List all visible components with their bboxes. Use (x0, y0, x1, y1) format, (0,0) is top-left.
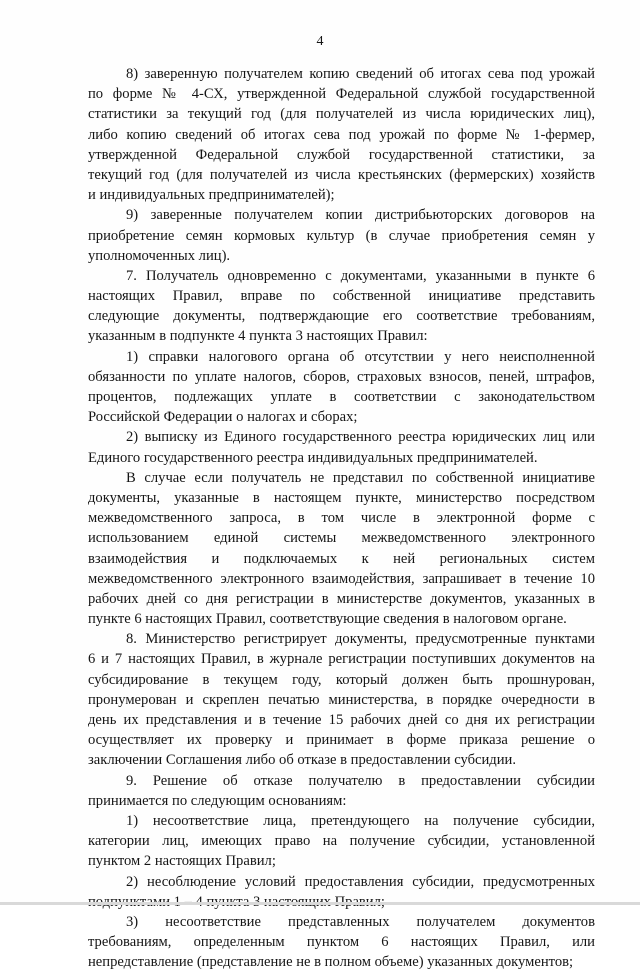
paragraph (88, 872, 595, 912)
text-line: категории лиц, имеющих право на получение субсидии, установленной (88, 833, 595, 850)
text-line: 8) заверенную получателем копию сведений об итогах сева под урожай (126, 66, 595, 82)
text-line: В случае если получатель не представил по собственной инициативе (126, 469, 595, 486)
text-line: 9) заверенные получателем копии дистрибьюторских договоров на (126, 207, 595, 224)
text-line: пронумерован и скреплен печатью министерства, в порядке очередности в (88, 691, 595, 708)
text-line: требованиям, определенным пунктом 6 настоящих Правил, или (88, 934, 595, 951)
paragraph (88, 771, 595, 811)
text-line: по форме № 4-СХ, утвержденной Федеральной службой государственной (88, 86, 595, 103)
text-line: и индивидуальных предпринимателей); (88, 187, 335, 204)
text-line: процентов, подлежащих уплате в соответствии с законодательством (88, 389, 595, 405)
text-line: следующие документы, подтверждающие его соответствие требованиям, (88, 308, 595, 325)
text-line: 2) несоблюдение условий предоставления субсидии, предусмотренных (126, 873, 595, 890)
text-line: утвержденной Федеральной службой государственной статистики, за (88, 146, 595, 163)
page-number: 4 (316, 34, 324, 49)
paragraph (88, 468, 595, 630)
text-line: Единого государственного реестра индивидуальных предпринимателей. (88, 449, 538, 466)
text-line: 3) несоответствие представленных получателем документов (126, 913, 595, 930)
paragraph (88, 266, 595, 347)
text-line: 2) выписку из Единого государственного реестра юридических лиц или (126, 429, 595, 446)
text-line: 6 и 7 настоящих Правил, в журнале регистрации поступивших документов на (88, 651, 595, 668)
text-line: уполномоченных лиц). (88, 247, 231, 264)
text-line: либо копию сведений об итогах сева под урожай по форме № 1-фермер, (88, 126, 595, 143)
text-line: текущий год (для получателей из числа крестьянских (фермерских) хозяйств (88, 166, 595, 183)
paragraph (88, 347, 595, 428)
paragraph (88, 427, 595, 467)
paragraph (88, 811, 595, 872)
paragraph (88, 205, 595, 266)
paragraph (88, 912, 595, 972)
text-line: указанным в подпункте 4 пункта 3 настоящих Правил: (88, 328, 428, 345)
text-line: документы, указанные в настоящем пункте, министерство посредством (88, 489, 595, 506)
text-line: осуществляет их проверку и принимает в форме приказа решение о (88, 732, 595, 749)
text-line: межведомственного электронного взаимодействия, запрашивает в течение 10 (88, 570, 595, 587)
text-line: взаимодействия и подключаемых к ней региональных систем (88, 550, 595, 567)
text-line: пунктом 2 настоящих Правил; (88, 853, 276, 870)
text-line: 9. Решение об отказе получателю в предоставлении субсидии (126, 772, 595, 789)
paragraph (88, 64, 595, 205)
text-line: 8. Министерство регистрирует документы, предусмотренные пунктами (126, 631, 595, 648)
paragraph (88, 629, 595, 770)
text-line: принимается по следующим основаниям: (88, 792, 347, 809)
text-line: день их представления и в течение 15 рабочих дней со дня их регистрации (88, 712, 595, 728)
text-line: 1) справки налогового органа об отсутствии у него неисполненной (126, 348, 595, 365)
text-line: статистики за текущий год (для получателей из числа юридических лиц), (88, 106, 595, 123)
text-line: заключении Соглашения либо об отказе в предоставлении субсидии. (88, 752, 516, 769)
text-line: 7. Получатель одновременно с документами, указанными в пункте 6 (126, 267, 595, 284)
text-line: рабочих дней со дня регистрации в министерстве документов, указанных в (88, 590, 595, 607)
text-line: субсидирование в текущем году, который должен быть прошнурован, (88, 671, 595, 688)
text-line: Российской Федерации о налогах и сборах; (88, 409, 358, 426)
text-line: межведомственного запроса, в том числе в электронной форме с (88, 510, 595, 527)
text-line: пункте 6 настоящих Правил, соответствующие сведения в налоговом органе. (88, 611, 567, 628)
text-line: настоящих Правил, вправе по собственной инициативе представить (88, 288, 595, 305)
text-line: непредставление (представление не в полном объеме) указанных документов; (88, 954, 574, 971)
text-line: приобретение семян кормовых культур (в случае приобретения семян у (88, 227, 595, 244)
document-body (88, 64, 595, 972)
text-line: использованием единой системы межведомственного электронного (88, 530, 595, 547)
text-line: обязанности по уплате налогов, сборов, страховых взносов, пеней, штрафов, (88, 368, 595, 385)
text-line: 1) несоответствие лица, претендующего на получение субсидии, (126, 812, 595, 829)
